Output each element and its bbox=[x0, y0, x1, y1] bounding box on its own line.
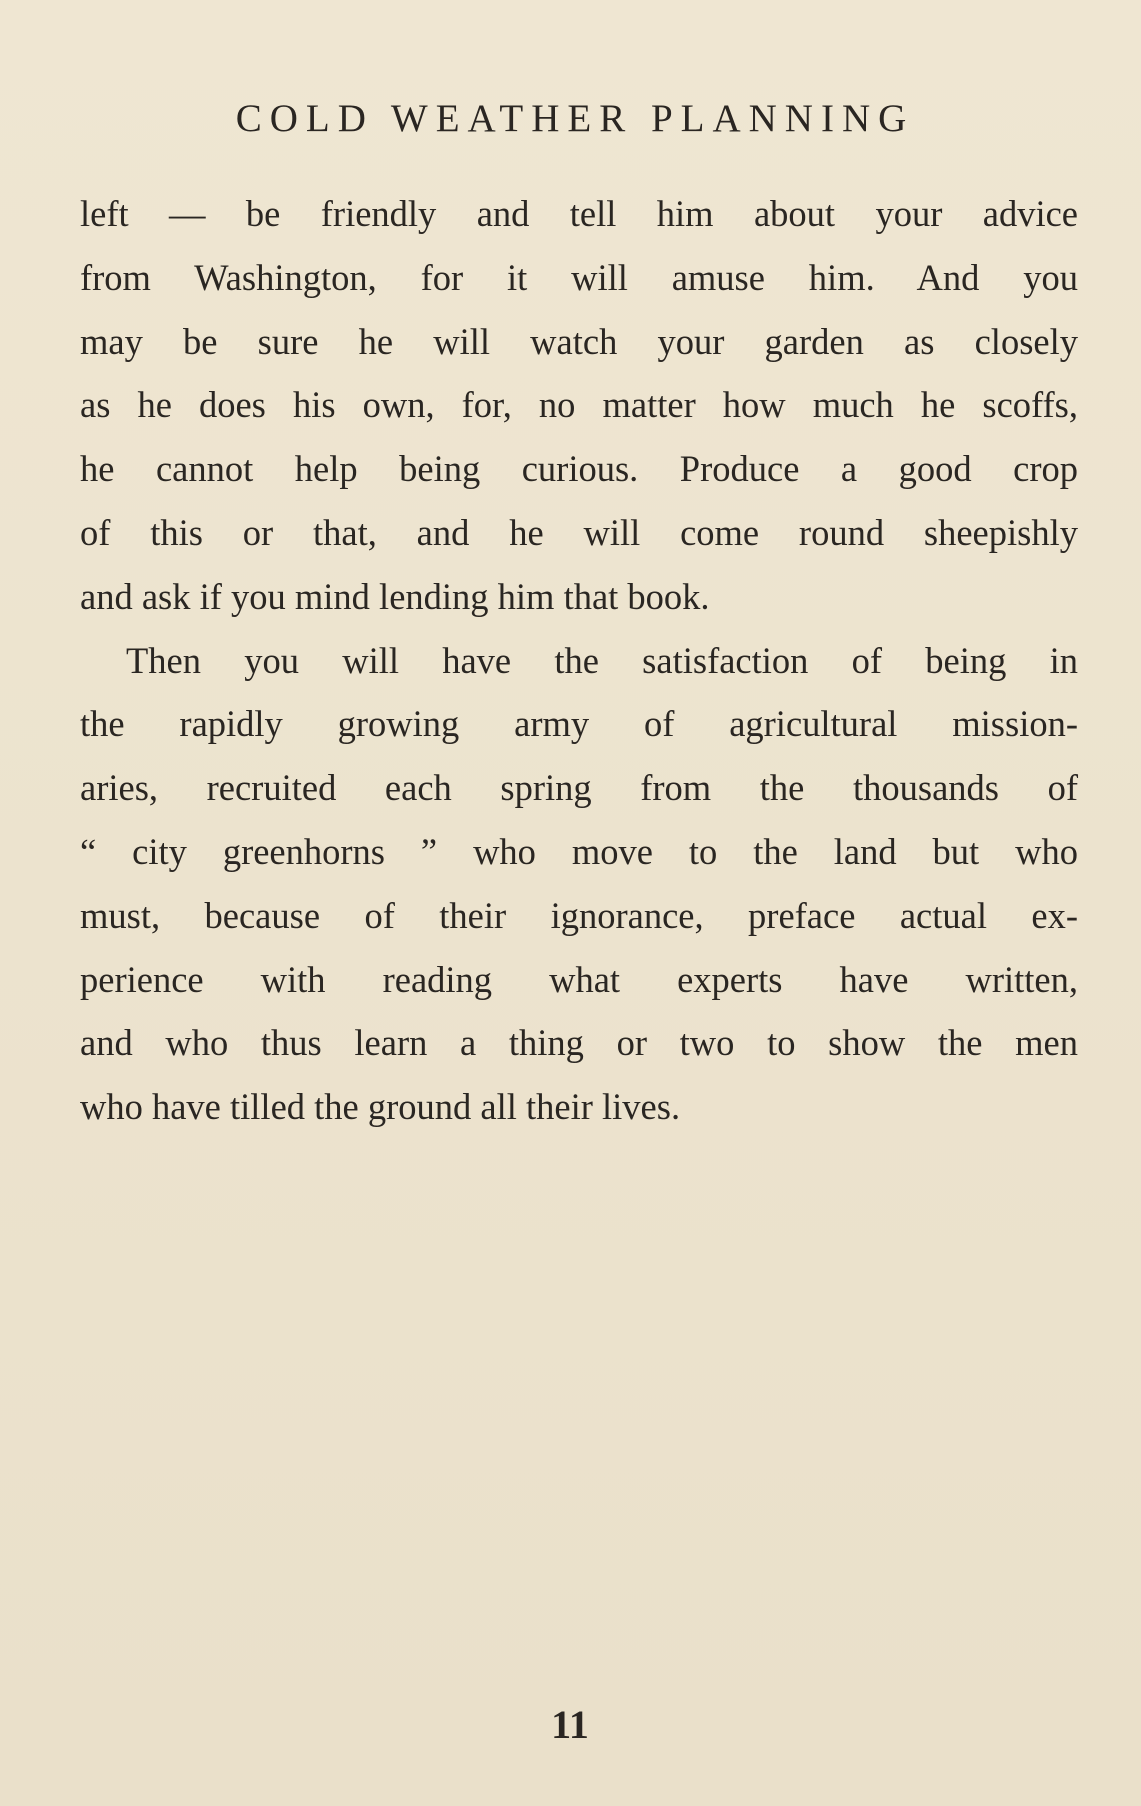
text-line: “ city greenhorns ” who move to the land but who bbox=[80, 830, 1078, 872]
text-line: and ask if you mind lending him that book. bbox=[80, 575, 710, 617]
text-line: may be sure he will watch your garden as closely bbox=[80, 320, 1078, 362]
text-line: must, because of their ignorance, preface actual ex- bbox=[80, 894, 1078, 936]
text-line: from Washington, for it will amuse him. And you bbox=[80, 256, 1078, 298]
text-line: perience with reading what experts have written, bbox=[80, 958, 1078, 1000]
text-line: the rapidly growing army of agricultural mission- bbox=[80, 703, 1078, 745]
page-number: 11 bbox=[551, 1702, 589, 1747]
text-line: and who thus learn a thing or two to show the men bbox=[80, 1022, 1078, 1064]
paragraph-1 bbox=[80, 182, 1078, 629]
text-line: aries, recruited each spring from the thousands of bbox=[80, 767, 1078, 809]
text-line: who have tilled the ground all their lives. bbox=[80, 1086, 681, 1128]
body-text bbox=[80, 182, 1078, 1139]
text-line: he cannot help being curious. Produce a good crop bbox=[80, 448, 1078, 490]
running-head: COLD WEATHER PLANNING bbox=[235, 97, 915, 140]
text-line: of this or that, and he will come round sheepishly bbox=[80, 511, 1078, 553]
text-line: Then you will have the satisfaction of being in bbox=[126, 639, 1078, 681]
paragraph-2 bbox=[80, 629, 1078, 1139]
text-line: left — be friendly and tell him about your advice bbox=[80, 193, 1078, 234]
text-line: as he does his own, for, no matter how much he scoffs, bbox=[80, 384, 1078, 426]
